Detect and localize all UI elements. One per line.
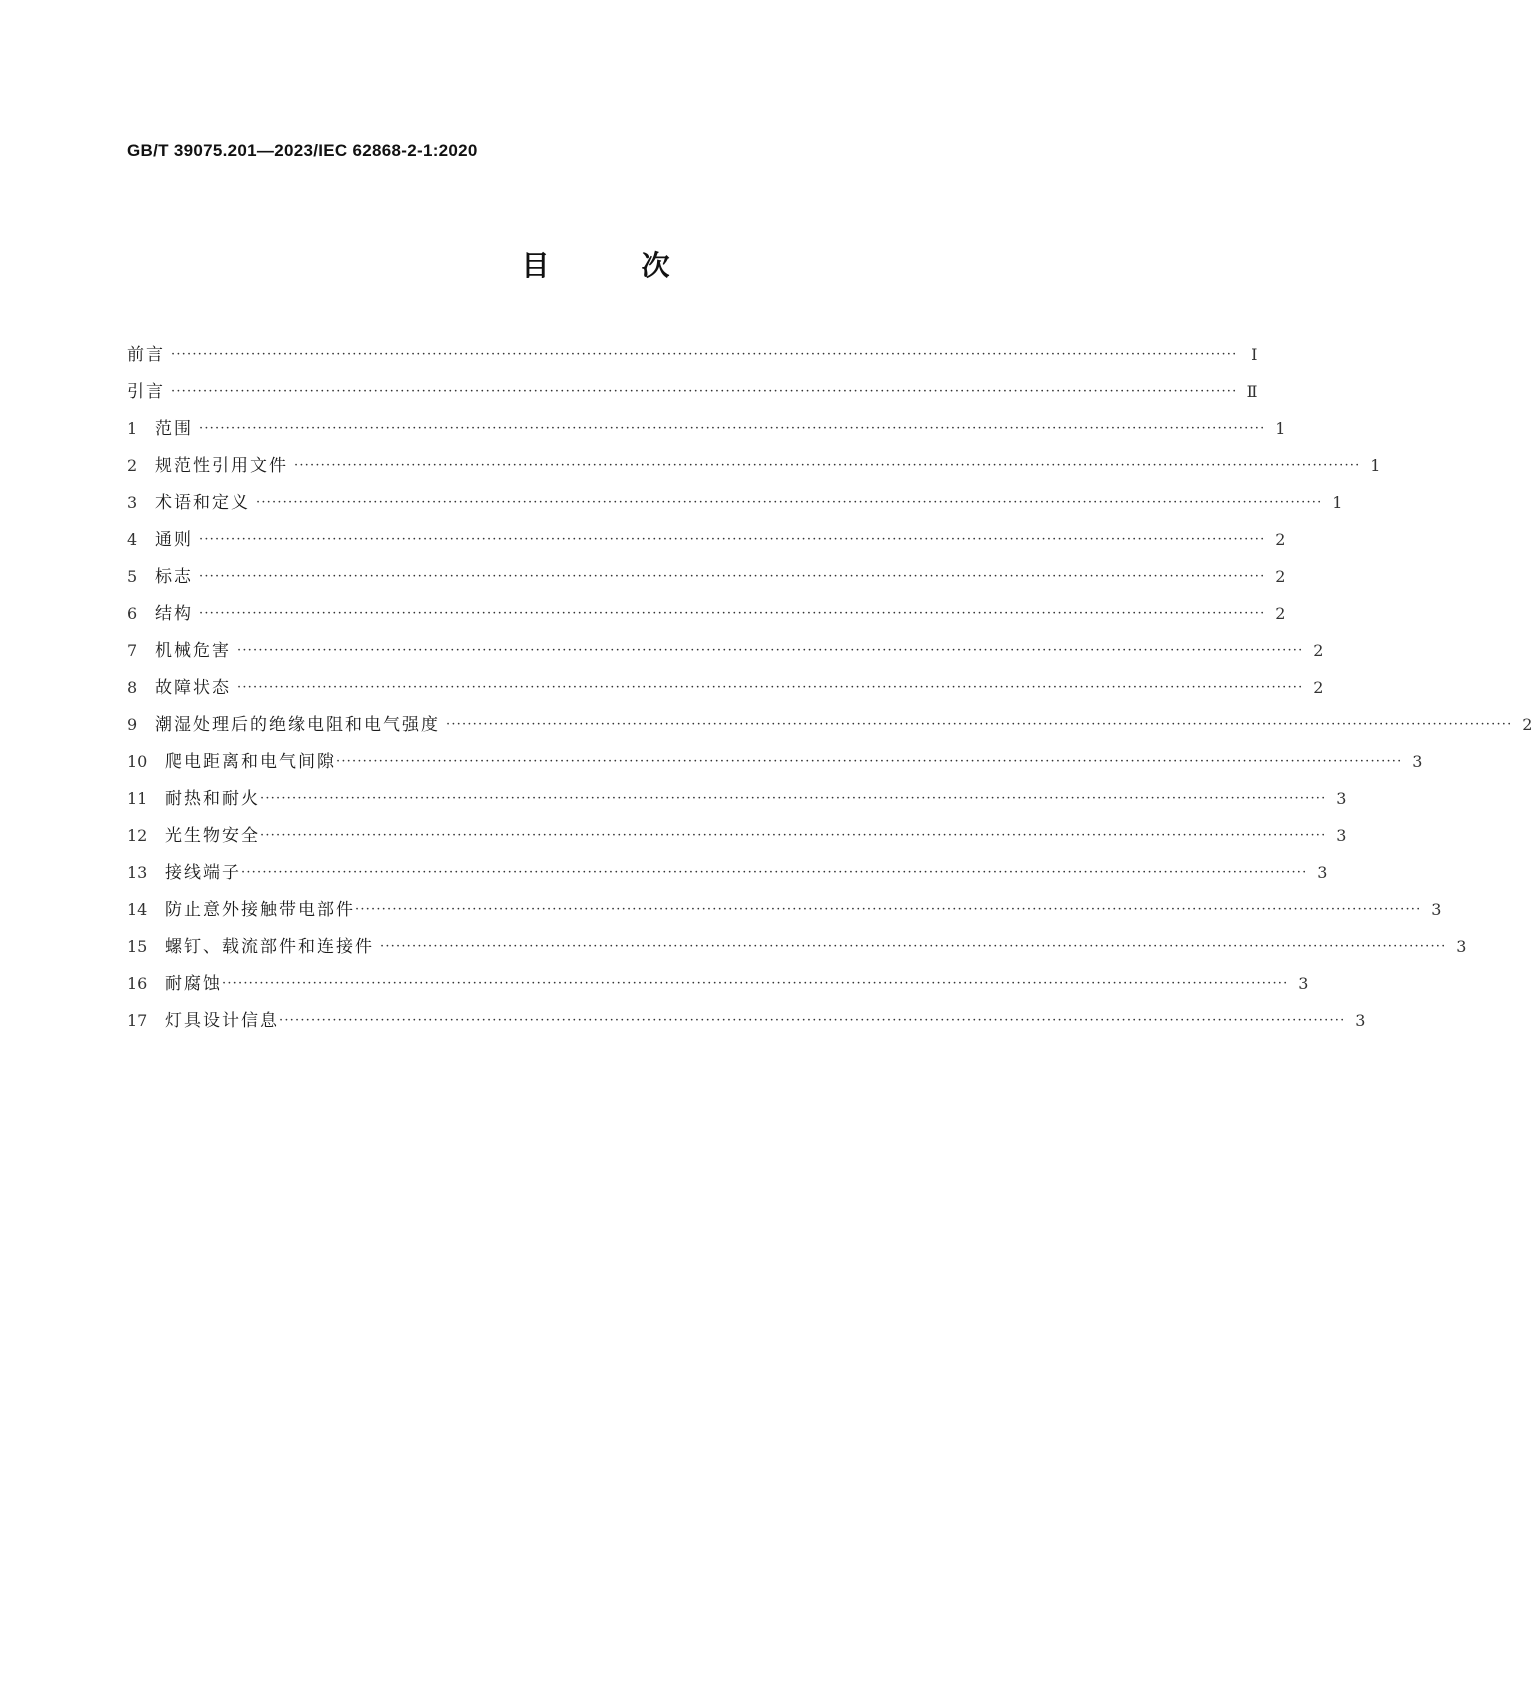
toc-entry-page: 3 xyxy=(1336,826,1347,845)
toc-entry-page: 3 xyxy=(1431,900,1442,919)
toc-entry-number: 8 xyxy=(127,678,138,697)
toc-entry[interactable] xyxy=(127,821,1347,858)
toc-entry-number: 3 xyxy=(127,493,138,512)
toc-entry[interactable] xyxy=(127,488,1343,525)
toc-entry-label: 范围 xyxy=(155,419,193,439)
toc-entry-number: 2 xyxy=(127,456,138,475)
toc-entry-number: 14 xyxy=(127,900,148,919)
table-of-contents xyxy=(127,340,1532,1043)
toc-entry[interactable] xyxy=(127,858,1328,895)
toc-leader-dots: ········································································································································································································ xyxy=(199,532,1266,547)
toc-leader-dots: ········································································································································································································ xyxy=(256,495,1323,510)
toc-entry-page: Ⅰ xyxy=(1251,345,1258,364)
toc-leader-dots: ········································································································································································································ xyxy=(355,902,1422,917)
toc-entry-number: 11 xyxy=(127,789,148,808)
toc-entry-number: 12 xyxy=(127,826,148,845)
toc-title xyxy=(0,244,1191,284)
toc-entry[interactable] xyxy=(127,673,1324,710)
toc-leader-dots: ········································································································································································································ xyxy=(260,791,1327,806)
toc-entry[interactable] xyxy=(127,969,1309,1006)
toc-entry-label: 潮湿处理后的绝缘电阻和电气强度 xyxy=(155,715,440,735)
toc-entry-label: 前言 xyxy=(127,345,165,365)
toc-entry[interactable] xyxy=(127,377,1258,414)
toc-entry-page: 3 xyxy=(1412,752,1423,771)
toc-entry[interactable] xyxy=(127,932,1467,969)
toc-entry-page: 2 xyxy=(1313,641,1324,660)
toc-entry[interactable] xyxy=(127,747,1423,784)
toc-entry-number: 16 xyxy=(127,974,148,993)
toc-entry-number: 9 xyxy=(127,715,138,734)
toc-entry-page: 2 xyxy=(1275,604,1286,623)
toc-entry-number: 1 xyxy=(127,419,138,438)
toc-entry-label: 接线端子 xyxy=(165,863,241,883)
toc-leader-dots: ········································································································································································································ xyxy=(171,347,1238,362)
toc-entry-page: 1 xyxy=(1332,493,1343,512)
toc-leader-dots: ········································································································································································································ xyxy=(171,384,1238,399)
toc-entry-label: 引言 xyxy=(127,382,165,402)
toc-entry[interactable] xyxy=(127,340,1258,377)
toc-entry[interactable] xyxy=(127,784,1347,821)
toc-entry-number: 15 xyxy=(127,937,148,956)
toc-entry-page: 3 xyxy=(1298,974,1309,993)
toc-leader-dots: ········································································································································································································ xyxy=(380,939,1447,954)
toc-entry-label: 防止意外接触带电部件 xyxy=(165,900,355,920)
toc-leader-dots: ········································································································································································································ xyxy=(294,458,1361,473)
toc-entry-label: 灯具设计信息 xyxy=(165,1011,279,1031)
toc-entry-label: 标志 xyxy=(155,567,193,587)
toc-entry-page: 3 xyxy=(1336,789,1347,808)
toc-entry-label: 耐腐蚀 xyxy=(165,974,222,994)
toc-entry[interactable] xyxy=(127,414,1286,451)
toc-entry[interactable] xyxy=(127,1006,1366,1043)
toc-entry[interactable] xyxy=(127,599,1286,636)
toc-entry-number: 17 xyxy=(127,1011,148,1030)
toc-entry-page: 3 xyxy=(1317,863,1328,882)
toc-entry-number: 5 xyxy=(127,567,138,586)
toc-leader-dots: ········································································································································································································ xyxy=(222,976,1289,991)
toc-leader-dots: ········································································································································································································ xyxy=(199,606,1266,621)
toc-entry-label: 规范性引用文件 xyxy=(155,456,288,476)
toc-leader-dots: ········································································································································································································ xyxy=(446,717,1513,732)
toc-entry-label: 术语和定义 xyxy=(155,493,250,513)
toc-entry-page: 3 xyxy=(1355,1011,1366,1030)
toc-entry-page: Ⅱ xyxy=(1246,382,1258,401)
toc-entry-number: 6 xyxy=(127,604,138,623)
toc-leader-dots: ········································································································································································································ xyxy=(199,421,1266,436)
toc-entry-page: 2 xyxy=(1522,715,1532,734)
toc-entry-label: 结构 xyxy=(155,604,193,624)
toc-entry[interactable] xyxy=(127,562,1286,599)
toc-entry-page: 1 xyxy=(1370,456,1381,475)
toc-entry-label: 耐热和耐火 xyxy=(165,789,260,809)
toc-entry-label: 通则 xyxy=(155,530,193,550)
toc-entry[interactable] xyxy=(127,895,1442,932)
toc-entry-number: 4 xyxy=(127,530,138,549)
toc-entry-label: 故障状态 xyxy=(155,678,231,698)
toc-leader-dots: ········································································································································································································ xyxy=(241,865,1308,880)
toc-entry-label: 螺钉、载流部件和连接件 xyxy=(165,937,374,957)
toc-entry-number: 13 xyxy=(127,863,148,882)
toc-entry[interactable] xyxy=(127,710,1532,747)
toc-entry-page: 2 xyxy=(1313,678,1324,697)
toc-entry-page: 2 xyxy=(1275,530,1286,549)
toc-leader-dots: ········································································································································································································ xyxy=(237,680,1304,695)
standard-code: GB/T 39075.201—2023/IEC 62868-2-1:2020 xyxy=(127,141,478,160)
toc-entry-page: 1 xyxy=(1275,419,1286,438)
toc-entry[interactable] xyxy=(127,451,1381,488)
toc-entry-label: 爬电距离和电气间隙 xyxy=(165,752,336,772)
toc-entry-label: 光生物安全 xyxy=(165,826,260,846)
toc-entry-label: 机械危害 xyxy=(155,641,231,661)
toc-entry-page: 2 xyxy=(1275,567,1286,586)
toc-entry[interactable] xyxy=(127,525,1286,562)
toc-leader-dots: ········································································································································································································ xyxy=(237,643,1304,658)
toc-title-char: 目 xyxy=(521,249,550,282)
toc-entry-number: 10 xyxy=(127,752,148,771)
toc-leader-dots: ········································································································································································································ xyxy=(279,1013,1346,1028)
toc-entry-number: 7 xyxy=(127,641,138,660)
toc-leader-dots: ········································································································································································································ xyxy=(260,828,1327,843)
toc-title-char: 次 xyxy=(641,249,670,282)
toc-entry-page: 3 xyxy=(1456,937,1467,956)
toc-leader-dots: ········································································································································································································ xyxy=(336,754,1403,769)
toc-entry[interactable] xyxy=(127,636,1324,673)
toc-leader-dots: ········································································································································································································ xyxy=(199,569,1266,584)
